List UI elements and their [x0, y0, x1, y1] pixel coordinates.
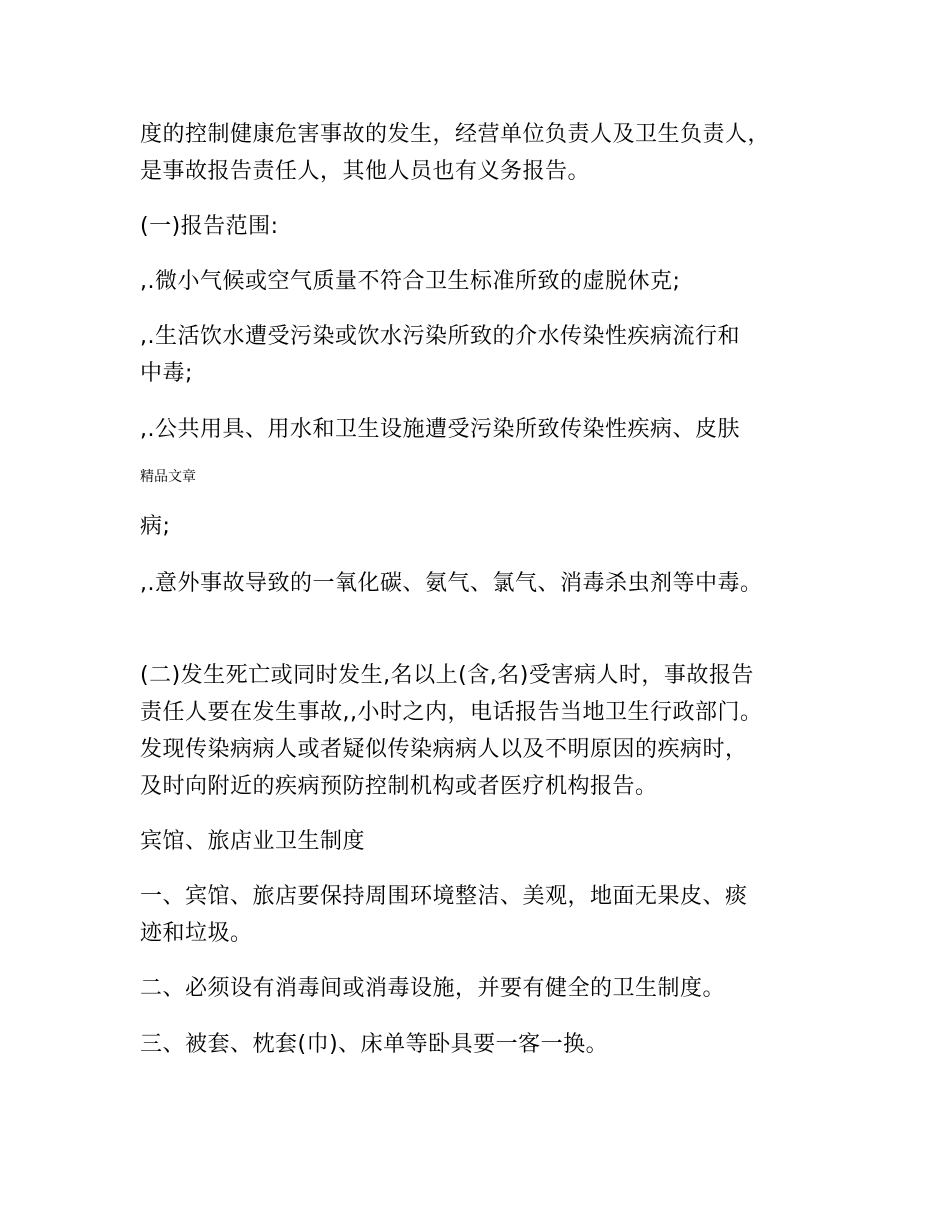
- list-item: ,.意外事故导致的一氧化碳、氨气、氯气、消毒杀虫剂等中毒。: [140, 571, 763, 596]
- section-title: 宾馆、旅店业卫生制度: [140, 829, 366, 854]
- section-heading: (一)报告范围:: [140, 214, 279, 239]
- list-item: ,.微小气候或空气质量不符合卫生标准所致的虚脱休克;: [140, 269, 681, 294]
- paragraph-line: 一、宾馆、旅店要保持周围环境整洁、美观，地面无果皮、痰: [140, 884, 748, 909]
- paragraph-line: 二、必须设有消毒间或消毒设施，并要有健全的卫生制度。: [140, 976, 726, 1001]
- paragraph-line: 及时向附近的疾病预防控制机构或者医疗机构报告。: [140, 774, 658, 799]
- paragraph-line: 度的控制健康危害事故的发生，经营单位负责人及卫生负责人，: [140, 122, 771, 147]
- paragraph-line: 迹和垃圾。: [140, 921, 253, 946]
- paragraph-line: (二)发生死亡或同时发生,名以上(含,名)受害病人时，事故报告: [140, 663, 754, 688]
- paragraph-line: 三、被套、枕套(巾)、床单等卧具要一客一换。: [140, 1032, 609, 1057]
- list-item: ,.生活饮水遭受污染或饮水污染所致的介水传染性疾病流行和: [140, 324, 740, 349]
- list-item: ,.公共用具、用水和卫生设施遭受污染所致传染性疾病、皮肤: [140, 417, 740, 442]
- paragraph-line: 是事故报告责任人，其他人员也有义务报告。: [140, 159, 591, 184]
- list-item-continuation: 病;: [140, 514, 171, 539]
- page-footer: 精品文章: [140, 469, 196, 485]
- paragraph-line: 发现传染病病人或者疑似传染病病人以及不明原因的疾病时，: [140, 737, 748, 762]
- paragraph-line: 责任人要在发生事故,,小时之内，电话报告当地卫生行政部门。: [140, 700, 763, 725]
- list-item-continuation: 中毒;: [140, 361, 193, 386]
